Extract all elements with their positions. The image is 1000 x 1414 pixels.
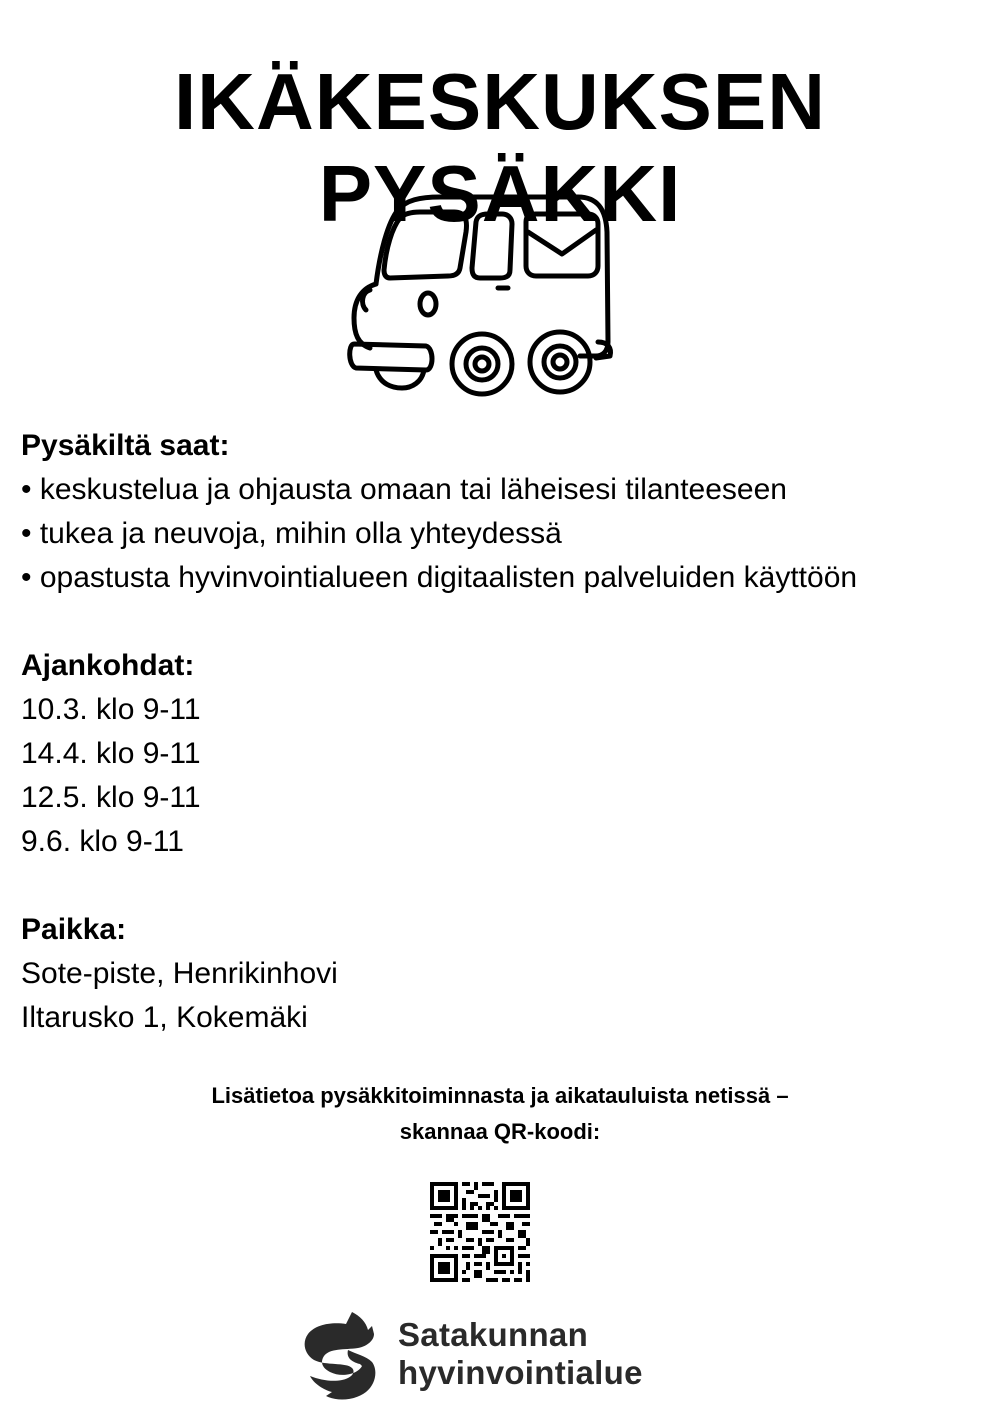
logo-text bbox=[398, 1316, 643, 1392]
main-content bbox=[21, 424, 981, 1040]
schedule-date: 10.3. klo 9-11 bbox=[21, 693, 201, 726]
schedule-date: 9.6. klo 9-11 bbox=[21, 825, 184, 858]
service-item: • tukea ja neuvoja, mihin olla yhteydessä bbox=[21, 517, 562, 550]
services-heading: Pysäkiltä saat: bbox=[21, 429, 230, 462]
schedule-date: 14.4. klo 9-11 bbox=[21, 737, 201, 770]
location-heading: Paikka: bbox=[21, 913, 127, 946]
location-line: Sote-piste, Henrikinhovi bbox=[21, 957, 338, 990]
organization-logo bbox=[302, 1310, 702, 1406]
van-with-envelope-icon bbox=[340, 192, 620, 402]
schedule-heading: Ajankohdat: bbox=[21, 649, 195, 682]
logo-line: hyvinvointialue bbox=[398, 1354, 643, 1391]
logo-line: Satakunnan bbox=[398, 1316, 589, 1353]
more-info-line: skannaa QR-koodi: bbox=[399, 1119, 601, 1144]
location-line: Iltarusko 1, Kokemäki bbox=[21, 1001, 308, 1034]
satakunta-logo-icon bbox=[302, 1310, 378, 1402]
service-item: • keskustelua ja ohjausta omaan tai läheisesi tilanteeseen bbox=[21, 473, 787, 506]
more-info-line: Lisätietoa pysäkkitoiminnasta ja aikatauluista netissä – bbox=[211, 1083, 789, 1108]
service-item: • opastusta hyvinvointialueen digitaalisten palveluiden käyttöön bbox=[21, 561, 858, 594]
page-title: IKÄKESKUKSEN PYSÄKKI bbox=[173, 57, 827, 238]
qr-code-icon[interactable] bbox=[430, 1182, 530, 1282]
schedule-date: 12.5. klo 9-11 bbox=[21, 781, 201, 814]
more-info bbox=[0, 1078, 1000, 1150]
